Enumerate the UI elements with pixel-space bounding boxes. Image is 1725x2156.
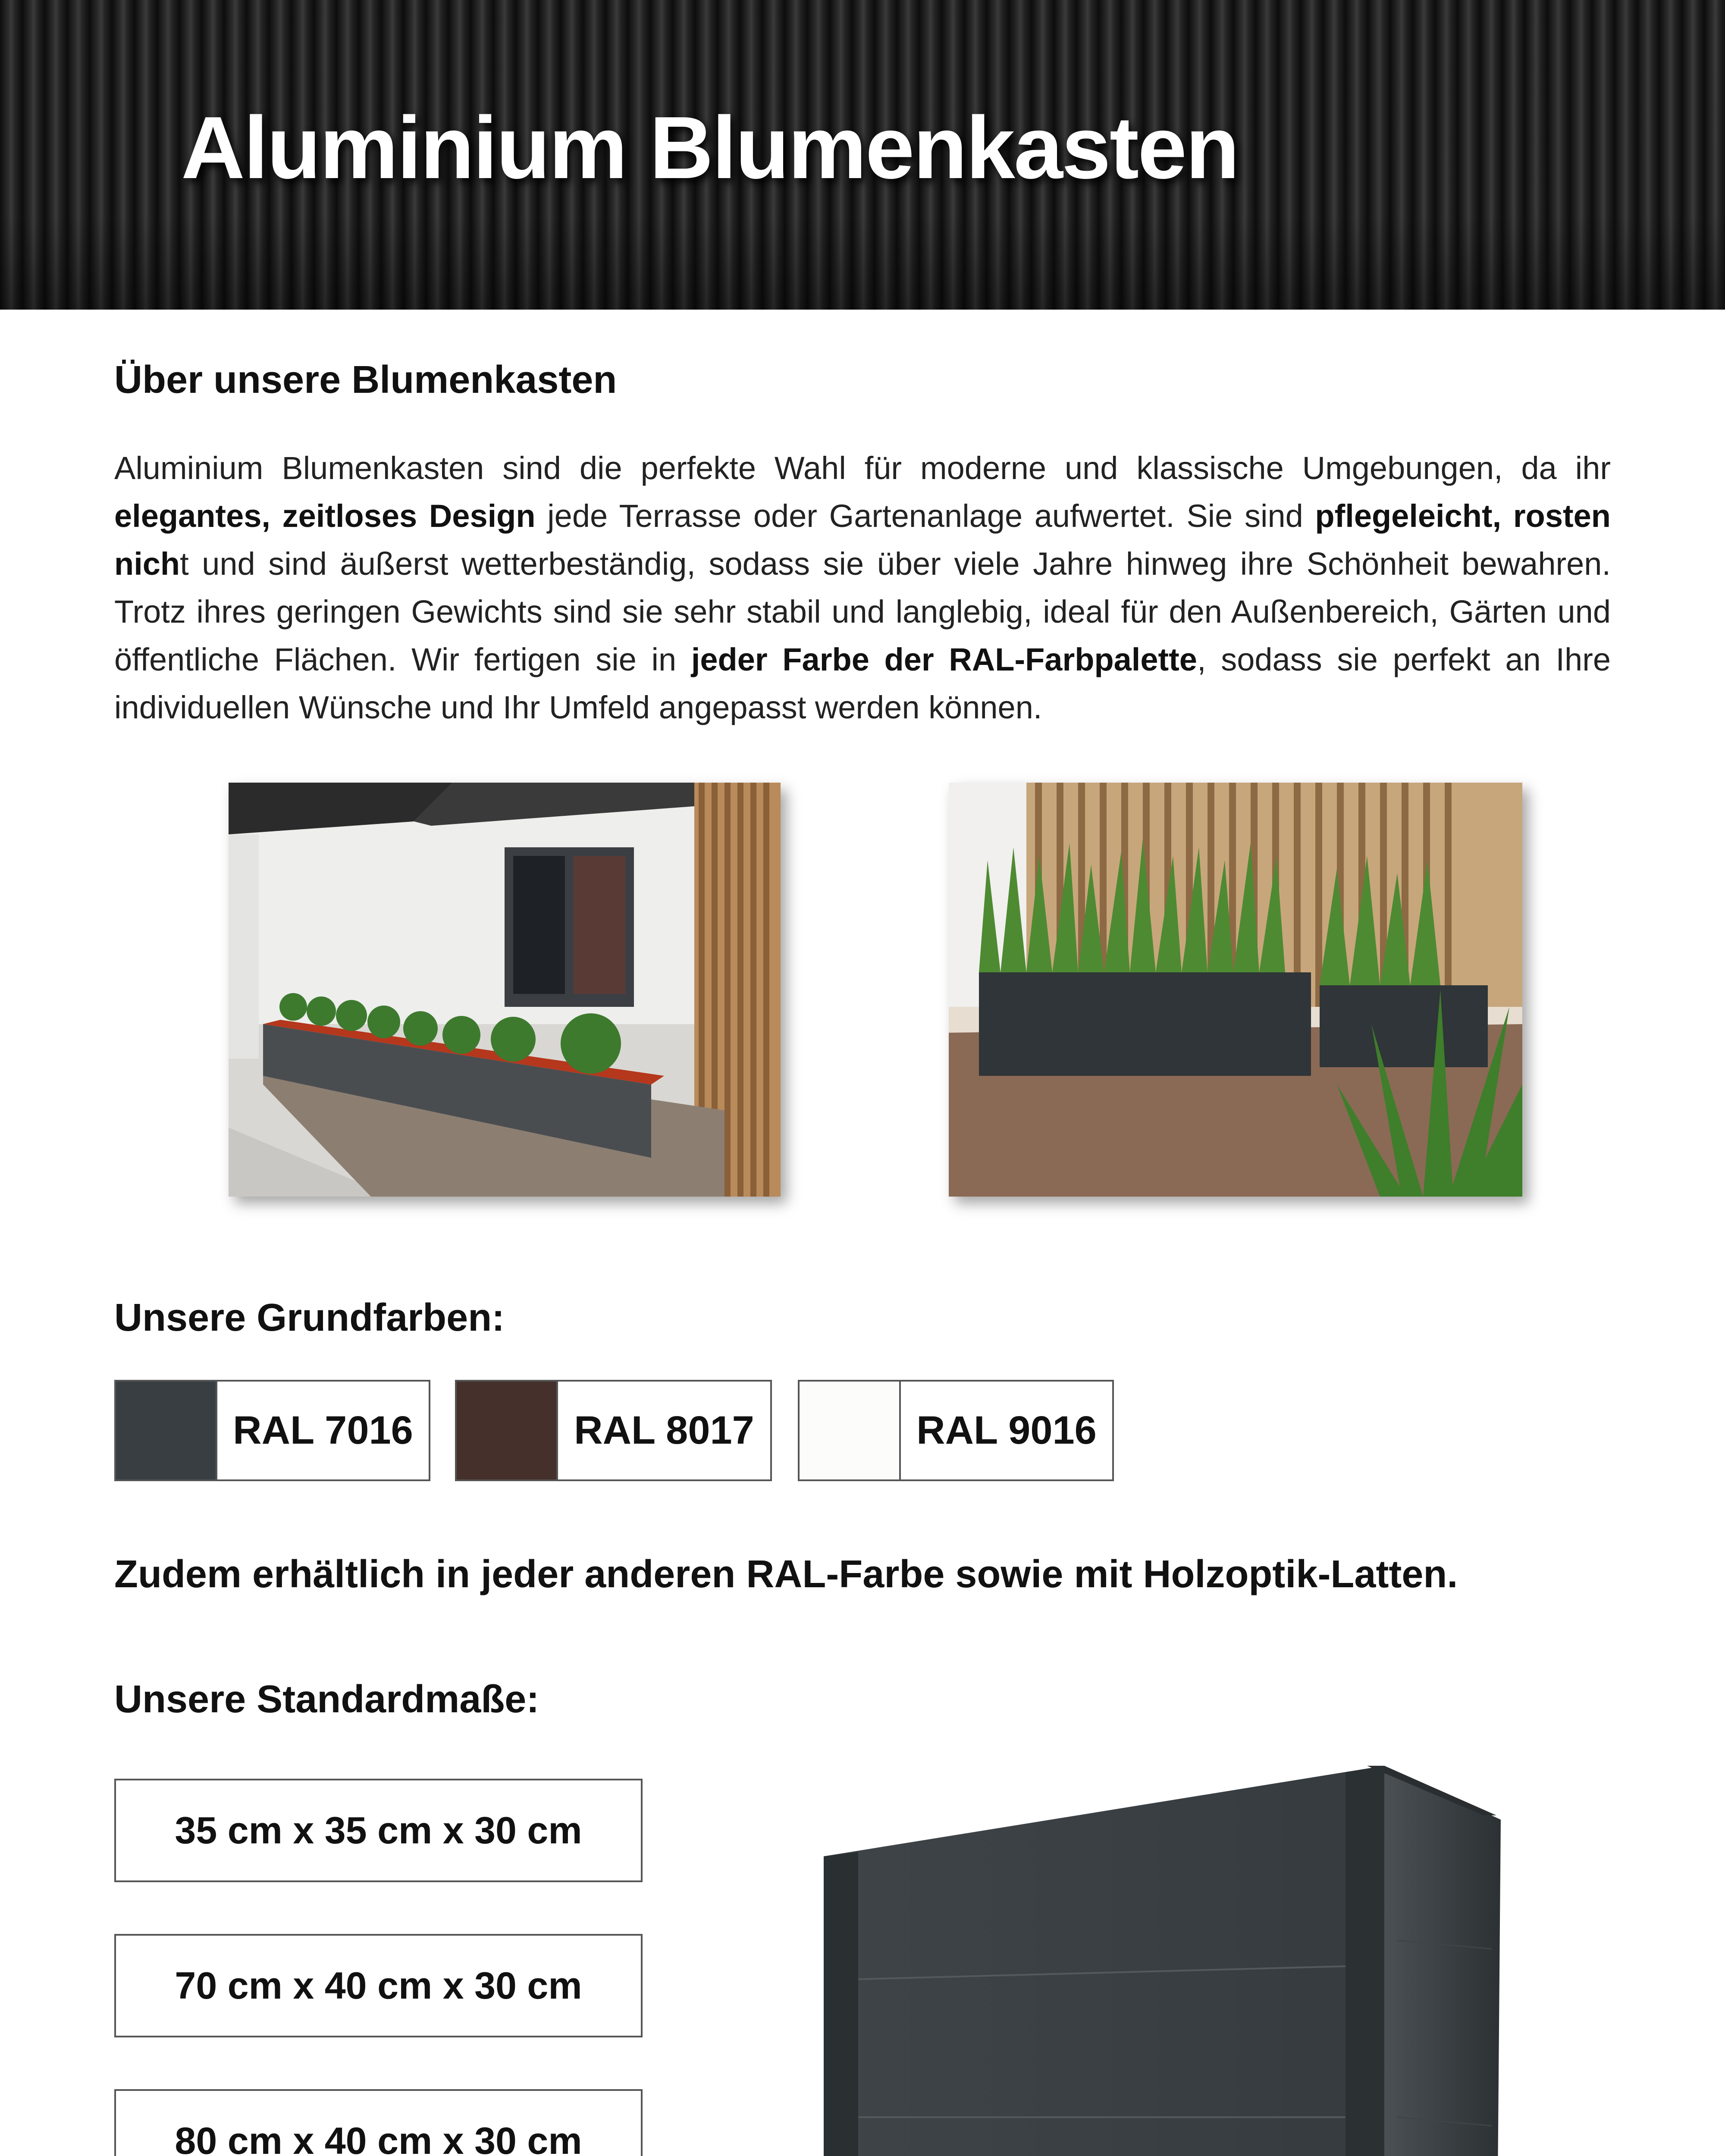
sizes-heading: Unsere Standardmaße: [114,1678,539,1721]
about-heading: Über unsere Blumenkasten [114,358,617,401]
intro-text-2: jede Terrasse oder Gartenanlage aufwertet. Sie sind [535,498,1315,534]
intro-text-4: , sodass sie perfekt an Ihre individuellen Wünsche und Ihr Umfeld angepasst werden können. [114,642,1611,725]
intro-bold-3: jeder Farbe der RAL-Farbpalette [691,642,1197,677]
colors-heading: Unsere Grundfarben: [114,1296,505,1339]
swatch-label-ral-8017: RAL 8017 [574,1408,754,1452]
intro-text-1: Aluminium Blumenkasten sind die perfekte Wahl für moderne und klassische Umgebungen, da ihr [114,450,1611,486]
intro-bold-1: elegantes, zeitloses Design [114,498,536,534]
size-option: 70 cm x 40 cm x 30 cm [114,1934,643,2037]
intro-text-3: t und sind äußerst wetterbeständig, sodass sie über viele Jahre hinweg ihre Schönheit bewahren. Trotz ihres geringen Gewichts sind sie sehr stabil und langlebig, ideal für den Außenbereich, Gärten und öffentliche Flächen. Wir fertigen sie in [114,546,1611,677]
photo-planters-terrace [949,783,1522,1197]
page-title: Aluminium Blumenkasten [181,98,1239,197]
intro-paragraph [114,444,1611,731]
color-swatch-ral-7016 [114,1380,430,1481]
planter-product-image [811,1759,1552,2156]
photo-planters-house [229,783,781,1197]
swatch-color-ral-9016 [800,1382,901,1479]
swatch-label-ral-9016: RAL 9016 [916,1408,1097,1452]
color-swatch-ral-9016 [798,1380,1114,1481]
color-swatch-ral-8017 [455,1380,772,1481]
intro-bold-2: pflegeleicht, rosten nich [114,498,1611,582]
additional-colors-note: Zudem erhältlich in jeder anderen RAL-Farbe sowie mit Holzoptik-Latten. [114,1553,1458,1596]
header-banner [0,0,1725,310]
size-option: 80 cm x 40 cm x 30 cm [114,2089,643,2156]
size-option: 35 cm x 35 cm x 30 cm [114,1779,643,1882]
swatch-color-ral-8017 [457,1382,558,1479]
swatch-color-ral-7016 [116,1382,217,1479]
swatch-label-ral-7016: RAL 7016 [233,1408,413,1452]
